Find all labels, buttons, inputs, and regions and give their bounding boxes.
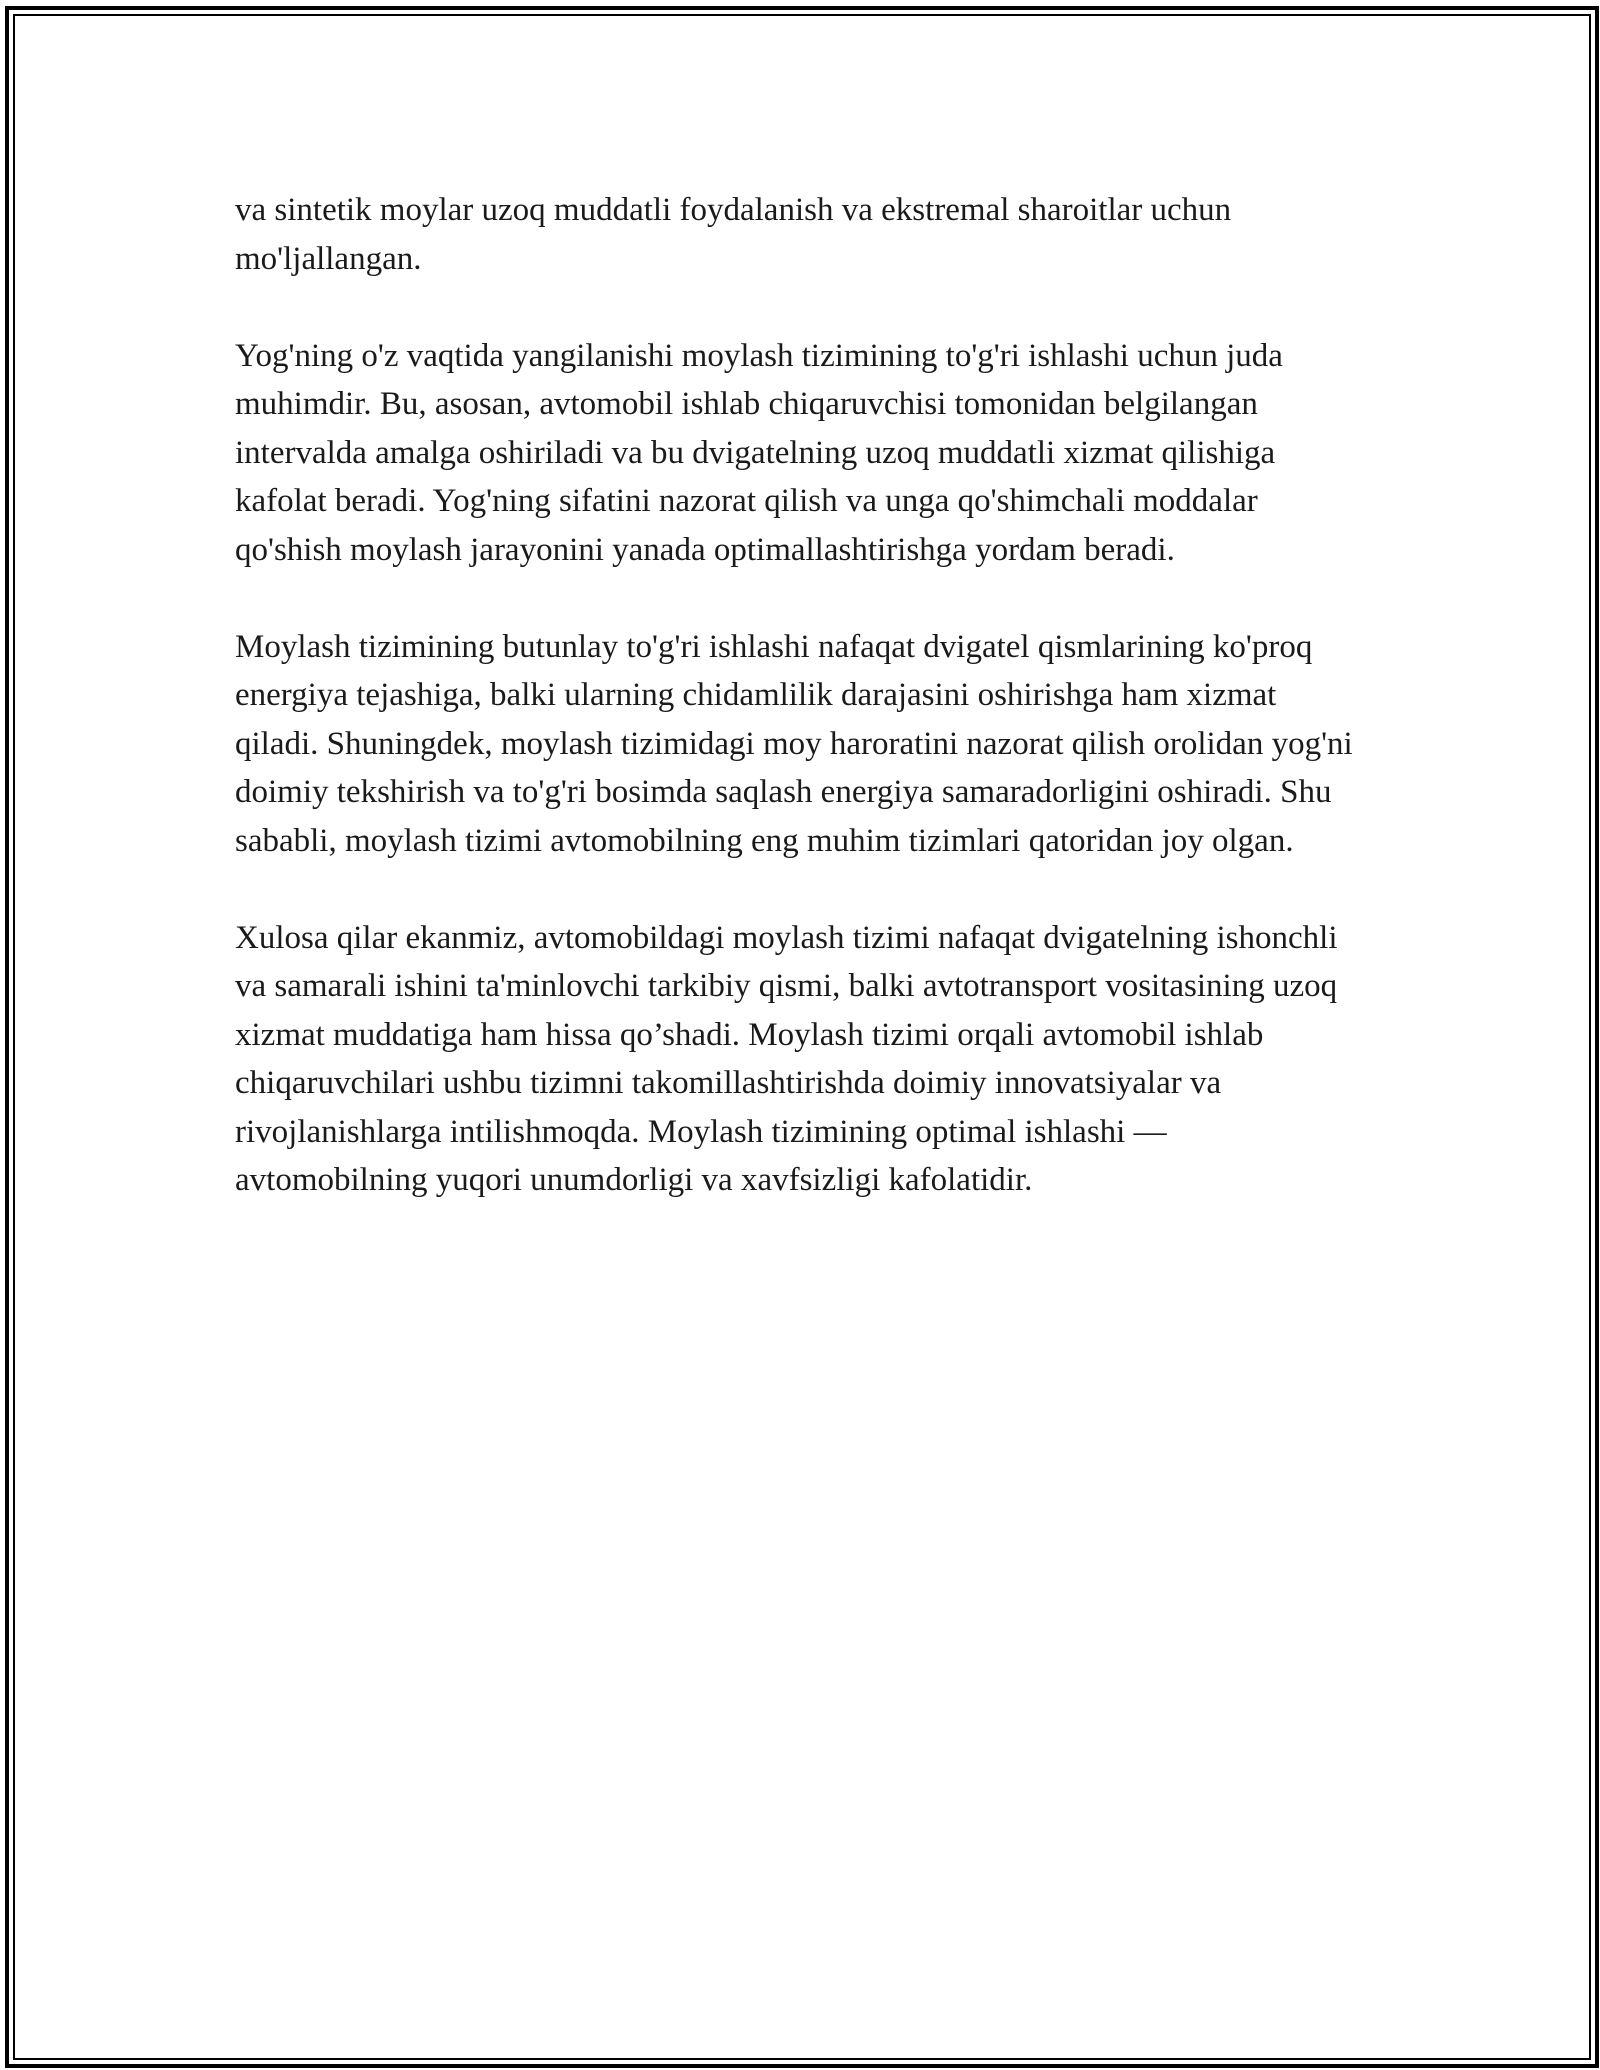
paragraph-1: va sintetik moylar uzoq muddatli foydalanish va ekstremal sharoitlar uchun mo'ljallangan. bbox=[235, 192, 1232, 277]
paragraph-4: Xulosa qilar ekanmiz, avtomobildagi moylash tizimi nafaqat dvigatelning ishonchli va samarali ishini ta'minlovchi tarkibiy qismi, balki avtotransport vositasining uzoq xizmat muddatiga ham hissa qo’shadi. Moylash tizimi orqali avtomobil ishlab chiqaruvchilari ushbu tizimni takomillashtirishda doimiy innovatsiyalar va rivojlanishlarga intilishmoqda. Moylash tizimining optimal ishlashi — avtomobilning yuqori unumdorligi va xavfsizligi kafolatidir. bbox=[235, 919, 1338, 1198]
paragraph-2: Yog'ning o'z vaqtida yangilanishi moylash tizimining to'g'ri ishlashi uchun juda muhimdir. Bu, asosan, avtomobil ishlab chiqaruvchisi tomonidan belgilangan intervalda amalga oshiriladi va bu dvigatelning uzoq muddatli xizmat qilishiga kafolat beradi. Yog'ning sifatini nazorat qilish va unga qo'shimchali moddalar qo'shish moylash jarayonini yanada optimallashtirishga yordam beradi. bbox=[235, 337, 1283, 568]
paragraph-3: Moylash tizimining butunlay to'g'ri ishlashi nafaqat dvigatel qismlarining ko'proq energiya tejashiga, balki ularning chidamlilik darajasini oshirishga ham xizmat qiladi. Shuningdek, moylash tizimidagi moy haroratini nazorat qilish orolidan yog'ni doimiy tekshirish va to'g'ri bosimda saqlash energiya samaradorligini oshiradi. Shu sababli, moylash tizimi avtomobilning eng muhim tizimlari qatoridan joy olgan. bbox=[235, 628, 1353, 859]
document-body bbox=[235, 186, 1365, 1253]
